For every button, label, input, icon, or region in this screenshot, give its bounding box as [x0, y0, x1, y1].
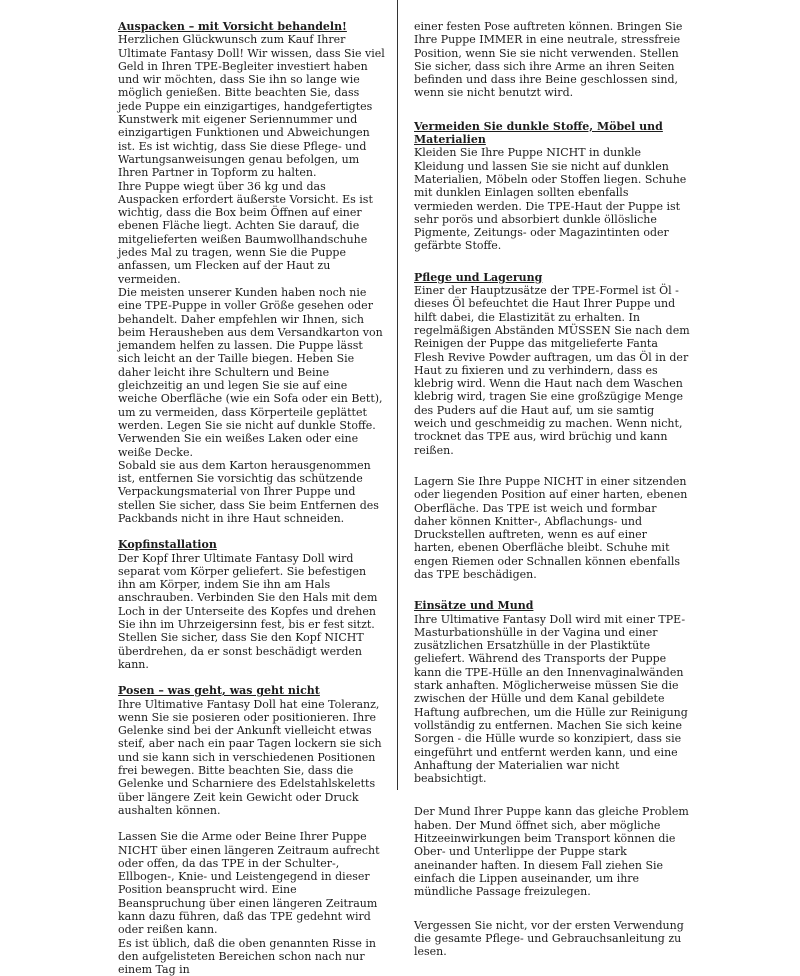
paragraph: Herzlichen Glückwunsch zum Kauf Ihrer Ultimate Fantasy Doll! Wir wissen, dass Sie viel Geld in Ihren TPE-Begleiter investiert haben und wir möchten, dass Sie ihn so lange wie möglich genießen. Bitte beachten Sie, dass jede Puppe ein einzigartiges, handgefertigtes Kunstwerk mit eigener Seriennummer und einzigartigen Funktionen und Abweichungen ist. Es ist wichtig, dass Sie diese Pflege- und Wartungsanweisungen genau befolgen, um Ihren Partner in Topform zu halten. [118, 33, 385, 180]
paragraph: einer festen Pose auftreten können. Bringen Sie Ihre Puppe IMMER in eine neutrale, stressfreie Position, wenn Sie sie nicht verwenden. Stellen Sie sicher, dass sich ihre Arme an ihren Seiten befinden und dass ihre Beine geschlossen sind, wenn sie nicht benutzt wird. [414, 20, 683, 100]
paragraph: Sobald sie aus dem Karton herausgenommen ist, entfernen Sie vorsichtig das schützende Verpackungsmaterial von Ihrer Puppe und stellen Sie sicher, dass Sie beim Entfernen des Packbands nicht in ihre Haut schneiden. [118, 458, 379, 525]
paragraph: Lagern Sie Ihre Puppe NICHT in einer sitzenden oder liegenden Position auf einer harten, ebenen Oberfläche. Das TPE ist weich und formbar daher können Knitter-, Abflachungs- und Druckstellen auftreten, wenn es auf einer harten, ebenen Oberfläche bleibt. Schuhe mit engen Riemen oder Schnallen können ebenfalls das TPE beschädigen. [414, 474, 688, 581]
paragraph: Es ist üblich, daß die oben genannten Risse in den aufgelisteten Bereichen schon nach nur einem Tag in [118, 936, 376, 976]
left-column [118, 20, 386, 976]
section-heading-head-installation: Kopfinstallation [118, 538, 217, 552]
paragraph: Die meisten unserer Kunden haben noch nie eine TPE-Puppe in voller Größe gesehen oder behandelt. Daher empfehlen wir Ihnen, sich beim Herausheben aus dem Versandkarton von jemandem helfen zu lassen. Die Puppe lässt sich leicht an der Taille biegen. Heben Sie daher leicht ihre Schultern und Beine gleichzeitig an und legen Sie sie auf eine weiche Oberfläche (wie ein Sofa oder ein Bett), um zu vermeiden, dass Körperteile geplättet werden. Legen Sie sie nicht auf dunkle Stoffe. Verwenden Sie ein weißes Laken oder eine weiße Decke. [118, 285, 383, 459]
section-heading-inserts-mouth: Einsätze und Mund [414, 599, 534, 613]
paragraph: Ihre Ultimative Fantasy Doll hat eine Toleranz, wenn Sie sie posieren oder positionieren. Ihre Gelenke sind bei der Ankunft vielleicht etwas steif, aber nach ein paar Tagen lockern sie sich und sie kann sich in verschiedenen Positionen frei bewegen. Bitte beachten Sie, dass die Gelenke und Scharniere des Edelstahlskeletts über längere Zeit kein Gewicht oder Druck aushalten können. [118, 697, 382, 817]
paragraph: Vergessen Sie nicht, vor der ersten Verwendung die gesamte Pflege- und Gebrauchsanleitung zu lesen. [414, 918, 684, 959]
paragraph: Der Mund Ihrer Puppe kann das gleiche Problem haben. Der Mund öffnet sich, aber mögliche Hitzeeinwirkungen beim Transport können die Ober- und Unterlippe der Puppe stark aneinander haften. In diesem Fall ziehen Sie einfach die Lippen auseinander, um ihre mündliche Passage freizulegen. [414, 805, 689, 899]
paragraph: Einer der Hauptzusätze der TPE-Formel ist Öl - dieses Öl befeuchtet die Haut Ihrer Puppe und hilft dabei, die Elastizität zu erhalten. In regelmäßigen Abständen MÜSSEN Sie nach dem Reinigen der Puppe das mitgelieferte Fanta Flesh Revive Powder auftragen, um das Öl in der Haut zu fixieren und zu verhindern, dass es klebrig wird. Wenn die Haut nach dem Waschen klebrig wird, tragen Sie eine großzügige Menge des Puders auf die Haut auf, um sie samtig weich und geschmeidig zu machen. Wenn nicht, trocknet das TPE aus, wird brüchig und kann reißen. [414, 284, 690, 457]
section-heading-care-storage: Pflege und Lagerung [414, 270, 543, 284]
section-heading-dark-fabrics: Vermeiden Sie dunkle Stoffe, Möbel und Materialien [414, 119, 663, 147]
column-divider [397, 0, 398, 790]
paragraph: Ihre Puppe wiegt über 36 kg und das Auspacken erfordert äußerste Vorsicht. Es ist wichtig, dass die Box beim Öffnen auf einer ebenen Fläche liegt. Achten Sie darauf, die mitgelieferten weißen Baumwollhandschuhe jedes Mal zu tragen, wenn Sie die Puppe anfassen, um Flecken auf der Haut zu vermeiden. [118, 179, 373, 286]
paragraph: Der Kopf Ihrer Ultimate Fantasy Doll wird separat vom Körper geliefert. Sie befestigen ihn am Körper, indem Sie ihn am Hals anschrauben. Verbinden Sie den Hals mit dem Loch in der Unterseite des Kopfes und drehen Sie ihn im Uhrzeigersinn fest, bis er fest sitzt. Stellen Sie sicher, dass Sie den Kopf NICHT überdrehen, da er sonst beschädigt werden kann. [118, 551, 378, 671]
paragraph: Ihre Ultimative Fantasy Doll wird mit einer TPE-Masturbationshülle in der Vagina und einer zusätzlichen Ersatzhülle in der Plastiktüte geliefert. Während des Transports der Puppe kann die TPE-Hülle an den Innenvaginalwänden stark anhaften. Möglicherweise müssen Sie die zwischen der Hülle und dem Kanal gebildete Haftung aufbrechen, um die Hülle zur Reinigung vollständig zu entfernen. Machen Sie sich keine Sorgen - die Hülle wurde so konzipiert, dass sie eingeführt und entfernt werden kann, und eine Anhaftung der Materialien war nicht beabsichtigt. [414, 612, 688, 786]
section-heading-posing: Posen – was geht, was geht nicht [118, 684, 320, 698]
right-column [414, 20, 690, 958]
paragraph: Kleiden Sie Ihre Puppe NICHT in dunkle Kleidung und lassen Sie sie nicht auf dunklen Materialien, Möbeln oder Stoffen liegen. Schuhe mit dunklen Einlagen sollten ebenfalls vermieden werden. Die TPE-Haut der Puppe ist sehr porös und absorbiert dunkle öllösliche Pigmente, Zeitungs- oder Magazintinten oder gefärbte Stoffe. [414, 146, 687, 253]
section-heading-unpacking: Auspacken – mit Vorsicht behandeln! [118, 20, 347, 33]
paragraph: Lassen Sie die Arme oder Beine Ihrer Puppe NICHT über einen längeren Zeitraum aufrecht oder offen, da das TPE in der Schulter-, Ellbogen-, Knie- und Leistengegend in dieser Position beansprucht wird. Eine Beanspruchung über einen längeren Zeitraum kann dazu führen, daß das TPE gedehnt wird oder reißen kann. [118, 830, 380, 937]
